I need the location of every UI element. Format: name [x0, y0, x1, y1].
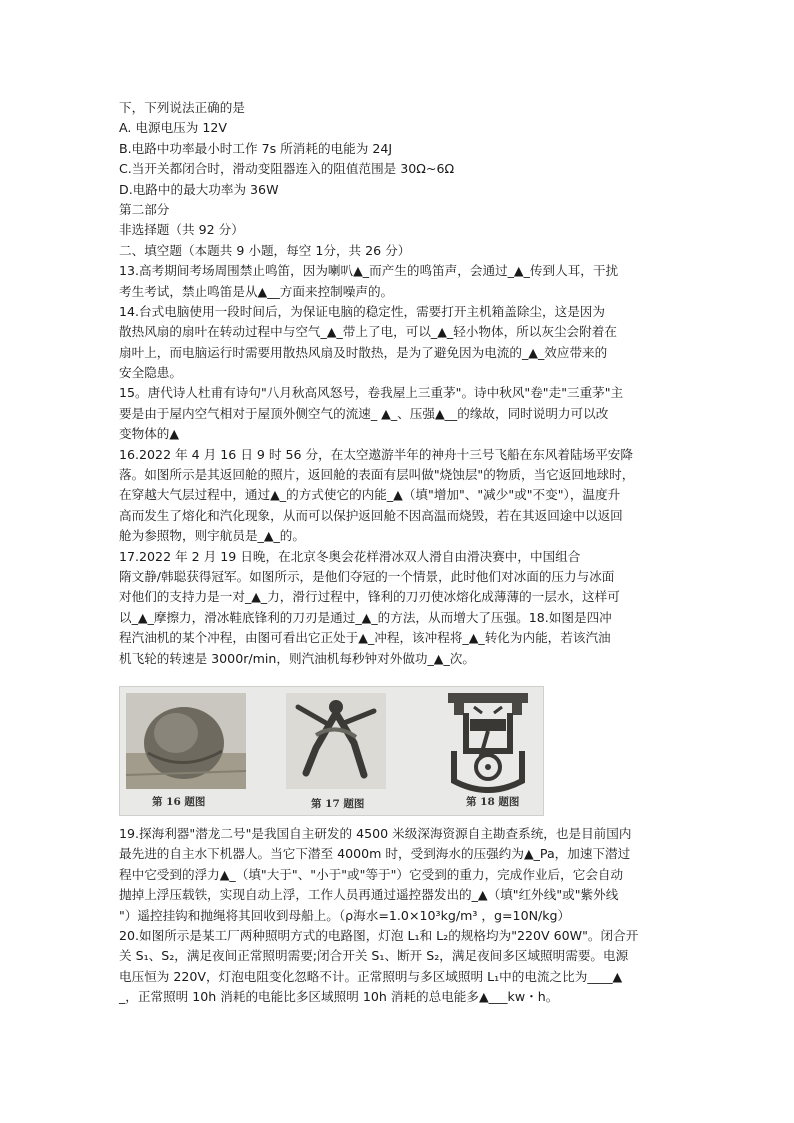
text-block-upper [119, 98, 679, 669]
figure-strip [119, 686, 544, 816]
question-18-line: 程汽油机的某个冲程，由图可看出它正处于▲_冲程，该冲程将_▲_转化为内能，若该汽油 [119, 630, 611, 646]
question-16-line: 16.2022 年 4 月 16 日 9 时 56 分，在太空遨游半年的神舟十三号飞船在东风着陆场平安降 [119, 446, 633, 462]
question-16-line: 落。如图所示是其返回舱的照片，返回舱的表面有层叫做"烧蚀层"的物质，当它返回地球时， [119, 467, 635, 483]
question-20-line: 关 S₁、S₂，满足夜间正常照明需要;闭合开关 S₁、断开 S₂，满足夜间多区域照明需要。电源 [119, 948, 629, 964]
question-14-line: 散热风扇的扇叶在转动过程中与空气_▲_带上了电，可以_▲_轻小物体，所以灰尘会附着在 [119, 324, 617, 340]
question-14-line: 安全隐患。 [119, 365, 182, 381]
question-15-line: 变物体的▲ [119, 426, 180, 442]
question-15-line: 要是由于屋内空气相对于屋顶外侧空气的流速_ ▲_、压强▲__的缘故，同时说明力可以改 [119, 405, 609, 421]
text-line: 下，下列说法正确的是 [119, 100, 245, 115]
figure-17-caption: 第 17 题图 [311, 798, 365, 810]
question-19-line: 19.探海利器"潜龙二号"是我国自主研发的 4500 米级深海资源自主勘查系统，也是目前国内 [119, 826, 632, 841]
return-capsule-photo [126, 693, 246, 789]
question-20-line: 20.如图所示是某工厂两种照明方式的电路图，灯泡 L₁和 L₂的规格均为"220V 60W"。闭合开 [119, 927, 639, 943]
option-a: A. 电源电压为 12V [119, 120, 228, 136]
option-b: B.电路中功率最小时工作 7s 所消耗的电能为 24J [119, 140, 393, 156]
section-subheading: 非选择题（共 92 分） [119, 222, 244, 238]
figure-18-caption: 第 18 题图 [466, 796, 520, 808]
question-17-line: 隋文静/韩聪获得冠军。如图所示，是他们夺冠的一个情景，此时他们对冰面的压力与冰面 [119, 568, 615, 584]
question-19-line: 程中它受到的浮力▲_（填"大于"、"小于"或"等于"）它受到的重力，完成作业后，它会自动 [119, 866, 624, 882]
question-20-line: _，正常照明 10h 消耗的电能比多区域照明 10h 消耗的总电能多▲___kw・h。 [119, 989, 559, 1005]
question-16-line: 在穿越大气层过程中，通过▲_的方式使它的内能_▲（填"增加"、"减少"或"不变"），温度升 [119, 487, 621, 503]
question-20-line: 电压恒为 220V，灯泡电阻变化忽略不计。正常照明与多区域照明 L₁中的电流之比为____▲ [119, 968, 623, 984]
question-15-line: 15。唐代诗人杜甫有诗句"八月秋高风怒号，卷我屋上三重茅"。诗中秋风"卷"走"三重茅"主 [119, 385, 624, 401]
question-18-line: 机飞轮的转速是 3000r/min，则汽油机每秒钟对外做功_▲_次。 [119, 650, 475, 666]
question-19-line: 最先进的自主水下机器人。当它下潜至 4000m 时，受到海水的压强约为▲_Pa，加速下潜过 [119, 846, 631, 862]
question-17-line: 17.2022 年 2 月 19 日晚，在北京冬奥会花样滑冰双人滑自由滑决赛中，中国组合 [119, 548, 581, 564]
option-c: C.当开关都闭合时，滑动变阻器连入的阻值范围是 30Ω~6Ω [119, 161, 455, 177]
question-17-18-line: 以_▲_摩擦力，滑冰鞋底锋利的刀刃是通过_▲_的方法，从而增大了压强。18.如图是四冲 [119, 609, 612, 625]
engine-cylinder-diagram [440, 689, 536, 793]
figure-skating-photo [286, 693, 386, 789]
question-13-line: 考生考试，禁止鸣笛是从▲__方面来控制噪声的。 [119, 283, 394, 299]
question-19-line: "）遥控挂钩和抛绳将其回收到母船上。（ρ海水=1.0×10³kg/m³ ，g=10N/kg） [119, 907, 571, 923]
option-d: D.电路中的最大功率为 36W [119, 181, 279, 197]
section-heading: 第二部分 [119, 201, 170, 217]
question-14-line: 14.台式电脑使用一段时间后，为保证电脑的稳定性，需要打开主机箱盖除尘，这是因为 [119, 303, 605, 319]
question-14-line: 扇叶上，而电脑运行时需要用散热风扇及时散热，是为了避免因为电流的_▲_效应带来的 [119, 344, 608, 360]
text-block-lower [119, 824, 679, 1008]
fill-in-heading: 二、填空题（本题共 9 小题，每空 1分，共 26 分） [119, 242, 411, 258]
question-19-line: 抛掉上浮压载铁，实现自动上浮，工作人员再通过遥控器发出的_▲（填"红外线"或"紫外线 [119, 887, 619, 903]
question-16-line: 高而发生了熔化和汽化现象，从而可以保护返回舱不因高温而烧毁，若在其返回途中以返回 [119, 507, 623, 523]
question-17-line: 对他们的支持力是一对_▲_力，滑行过程中，锋利的刀刃使冰熔化成薄薄的一层水，这样可 [119, 589, 620, 605]
figure-16-caption: 第 16 题图 [152, 796, 206, 808]
question-13-line: 13.高考期间考场周围禁止鸣笛，因为喇叭▲_而产生的鸣笛声，会通过_▲_传到人耳，干扰 [119, 263, 619, 279]
question-16-line: 舱为参照物，则宇航员是_▲_的。 [119, 528, 305, 544]
